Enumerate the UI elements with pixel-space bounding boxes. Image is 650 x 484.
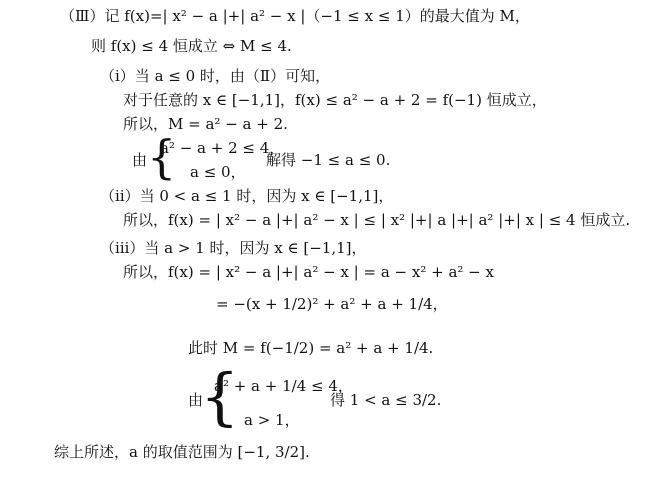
line-case-iii-you: 由: [188, 391, 204, 409]
system-2-row-1: a² + a + 1/4 ≤ 4，: [214, 377, 353, 395]
line-case-iii-f: 所以，f(x) = | x² − a |+| a² − x | = a − x² + a² − x: [123, 263, 494, 281]
line-case-iii-M: 此时 M = f(−1/2) = a² + a + 1/4.: [188, 339, 434, 357]
line-case-i-bound: 对于任意的 x ∈ [−1,1]，f(x) ≤ a² − a + 2 = f(−1) 恒成立，: [123, 91, 547, 109]
line-case-i: （ⅰ）当 a ≤ 0 时，由（Ⅱ）可知，: [100, 67, 331, 85]
system-1-row-2: a ≤ 0，: [190, 163, 246, 181]
system-2-row-2: a > 1，: [244, 411, 300, 429]
system-1-row-1: a² − a + 2 ≤ 4，: [160, 139, 285, 157]
line-case-i-you: 由: [132, 151, 148, 169]
line-conclusion: 综上所述，a 的取值范围为 [−1, 3/2].: [54, 443, 310, 461]
line-case-iii: （ⅲ）当 a > 1 时，因为 x ∈ [−1,1]，: [100, 239, 367, 257]
line-part3-definition: （Ⅲ）记 f(x)=| x² − a |+| a² − x |（−1 ≤ x ≤ 1）的最大值为 M，: [60, 7, 530, 25]
system-brace-2: {: [200, 360, 240, 433]
line-case-ii-bound: 所以，f(x) = | x² − a |+| a² − x | ≤ | x² |+| a |+| a² |+| x | ≤ 4 恒成立.: [123, 211, 631, 229]
system-1-result: 解得 −1 ≤ a ≤ 0.: [266, 151, 391, 169]
line-equivalence: 则 f(x) ≤ 4 恒成立 ⇔ M ≤ 4.: [91, 37, 292, 55]
system-2-result: 得 1 < a ≤ 3/2.: [330, 391, 442, 409]
line-case-ii: （ⅱ）当 0 < a ≤ 1 时，因为 x ∈ [−1,1]，: [100, 187, 394, 205]
line-case-iii-complete-square: = −(x + 1/2)² + a² + a + 1/4，: [216, 295, 448, 313]
line-case-i-M: 所以，M = a² − a + 2.: [123, 115, 288, 133]
system-brace-1: {: [147, 130, 177, 184]
